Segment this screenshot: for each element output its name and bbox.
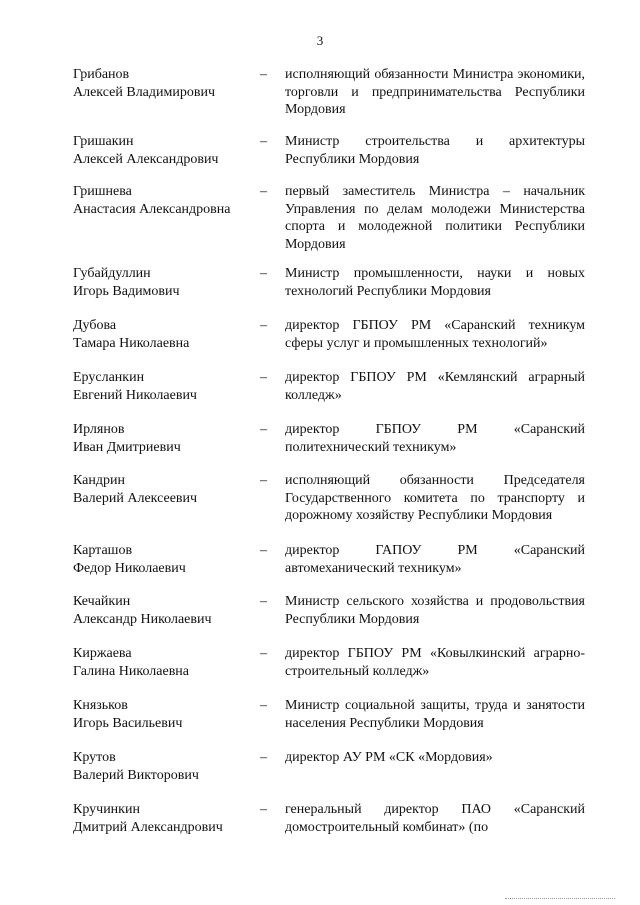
- surname: Гришакин: [73, 134, 134, 149]
- person-name: [73, 749, 253, 785]
- surname: Губайдуллин: [73, 266, 151, 281]
- given-names: Алексей Владимирович: [73, 85, 216, 100]
- dash-separator: –: [260, 266, 267, 281]
- position-title: директор ГБПОУ РМ «Саранский политехнический техникум»: [285, 422, 585, 455]
- dash-separator: –: [260, 750, 267, 765]
- given-names: Алексей Александрович: [73, 152, 219, 167]
- dash-separator: –: [260, 802, 267, 817]
- person-name: [73, 421, 253, 457]
- position-title: директор ГБПОУ РМ «Ковылкинский аграрно-строительный колледж»: [285, 646, 585, 679]
- surname: Дубова: [73, 318, 117, 333]
- person-name: [73, 66, 253, 102]
- person-name: [73, 265, 253, 301]
- person-name: [73, 183, 253, 219]
- given-names: Дмитрий Александрович: [73, 820, 223, 835]
- dash-separator: –: [260, 543, 267, 558]
- surname: Карташов: [73, 543, 133, 558]
- given-names: Валерий Алексеевич: [73, 491, 198, 506]
- person-name: [73, 472, 253, 508]
- person-name: [73, 801, 253, 837]
- surname: Князьков: [73, 698, 128, 713]
- given-names: Игорь Васильевич: [73, 716, 183, 731]
- person-name: [73, 133, 253, 169]
- surname: Крутов: [73, 750, 116, 765]
- person-name: [73, 645, 253, 681]
- surname: Кандрин: [73, 473, 125, 488]
- given-names: Евгений Николаевич: [73, 388, 197, 403]
- bottom-edge-mark: [505, 898, 615, 899]
- position-title: директор ГБПОУ РМ «Саранский техникум сферы услуг и промышленных технологий»: [285, 318, 585, 351]
- dash-separator: –: [260, 698, 267, 713]
- surname: Киржаева: [73, 646, 132, 661]
- position-title: Министр сельского хозяйства и продовольствия Республики Мордовия: [285, 594, 585, 627]
- person-name: [73, 369, 253, 405]
- given-names: Федор Николаевич: [73, 561, 186, 576]
- position-title: исполняющий обязанности Министра экономики, торговли и предпринимательства Республики Мордовия: [285, 67, 585, 117]
- dash-separator: –: [260, 422, 267, 437]
- surname: Ерусланкин: [73, 370, 145, 385]
- dash-separator: –: [260, 646, 267, 661]
- given-names: Валерий Викторович: [73, 768, 199, 783]
- given-names: Галина Николаевна: [73, 664, 190, 679]
- surname: Ирлянов: [73, 422, 125, 437]
- given-names: Александр Николаевич: [73, 612, 212, 627]
- dash-separator: –: [260, 67, 267, 82]
- page-number: 3: [316, 33, 324, 48]
- position-title: директор ГБПОУ РМ «Кемлянский аграрный колледж»: [285, 370, 585, 403]
- dash-separator: –: [260, 370, 267, 385]
- given-names: Иван Дмитриевич: [73, 440, 181, 455]
- position-title: Министр социальной защиты, труда и занятости населения Республики Мордовия: [285, 698, 585, 731]
- position-title: директор АУ РМ «СК «Мордовия»: [285, 750, 493, 765]
- dash-separator: –: [260, 594, 267, 609]
- position-title: генеральный директор ПАО «Саранский домостроительный комбинат» (по: [285, 802, 585, 835]
- person-name: [73, 317, 253, 353]
- person-name: [73, 593, 253, 629]
- person-name: [73, 697, 253, 733]
- person-name: [73, 542, 253, 578]
- position-title: Министр строительства и архитектуры Республики Мордовия: [285, 134, 585, 167]
- surname: Кручинкин: [73, 802, 140, 817]
- given-names: Анастасия Александровна: [73, 202, 231, 217]
- dash-separator: –: [260, 473, 267, 488]
- position-title: первый заместитель Министра – начальник Управления по делам молодежи Министерства спорта и молодежной политики Республики Мордовия: [285, 184, 585, 252]
- given-names: Тамара Николаевна: [73, 336, 190, 351]
- given-names: Игорь Вадимович: [73, 284, 180, 299]
- dash-separator: –: [260, 134, 267, 149]
- dash-separator: –: [260, 184, 267, 199]
- dash-separator: –: [260, 318, 267, 333]
- position-title: исполняющий обязанности Председателя Государственного комитета по транспорту и дорожному хозяйству Республики Мордовия: [285, 473, 585, 523]
- position-title: директор ГАПОУ РМ «Саранский автомеханический техникум»: [285, 543, 585, 576]
- surname: Гришнева: [73, 184, 132, 199]
- surname: Грибанов: [73, 67, 130, 82]
- surname: Кечайкин: [73, 594, 131, 609]
- position-title: Министр промышленности, науки и новых технологий Республики Мордовия: [285, 266, 585, 299]
